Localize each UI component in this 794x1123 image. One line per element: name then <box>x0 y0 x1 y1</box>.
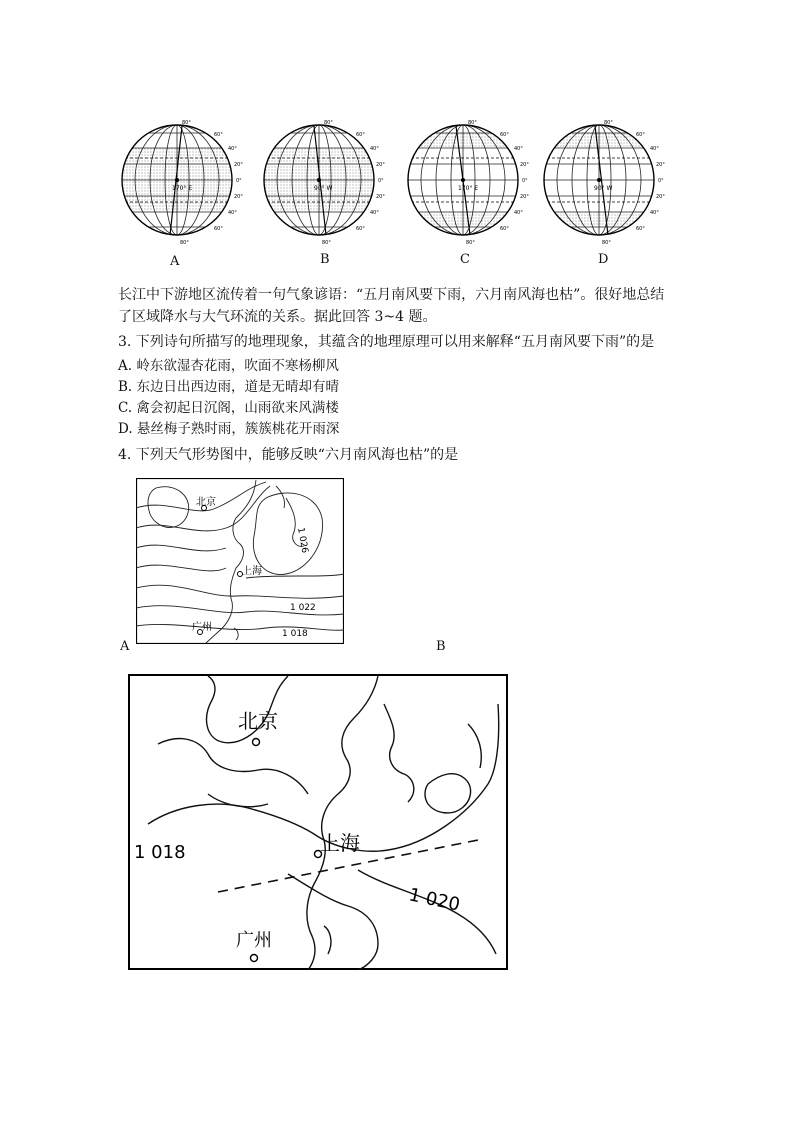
lat-label: 0° <box>236 178 242 184</box>
globe-a <box>120 118 250 248</box>
globe-c <box>406 118 536 248</box>
globe-b <box>262 118 392 248</box>
lat-label: 80° <box>322 240 331 246</box>
map-b-isobar-label: 1 020 <box>406 884 462 916</box>
globe-letter-c: C <box>460 252 470 267</box>
lat-label: 20° <box>234 162 243 168</box>
lat-label: 60° <box>636 226 645 232</box>
weather-map-b <box>128 674 508 970</box>
map-a-isobar-label: 1 022 <box>290 603 316 613</box>
lat-label: 60° <box>356 132 365 138</box>
q3-option-b: B. 东边日出西边雨，道是无晴却有晴 <box>118 379 340 395</box>
globe-center-label: 170° E <box>458 185 479 192</box>
lat-label: 40° <box>650 210 659 216</box>
intro-paragraph <box>118 284 678 328</box>
map-b-letter: B <box>436 639 446 654</box>
map-a-letter: A <box>120 639 130 654</box>
lat-label: 60° <box>214 132 223 138</box>
lat-label: 60° <box>356 226 365 232</box>
globe-d <box>542 118 672 248</box>
globe-row <box>120 118 680 268</box>
map-b-isobar-label: 1 018 <box>134 842 186 863</box>
lat-label: 60° <box>500 226 509 232</box>
map-a-city-shanghai: 上海 <box>242 566 262 577</box>
weather-map-a <box>136 478 344 644</box>
lat-label: 80° <box>468 120 477 126</box>
map-a-city-beijing: 北京 <box>196 497 216 508</box>
q3-option-a: A. 岭东欲湿杏花雨，吹面不寒杨柳风 <box>118 358 339 374</box>
question-3-stem: 3. 下列诗句所描写的地理现象，其蕴含的地理原理可以用来解释“五月南风要下雨”的是 <box>118 334 655 350</box>
lat-label: 40° <box>370 146 379 152</box>
lat-label: 80° <box>180 240 189 246</box>
lat-label: 80° <box>604 120 613 126</box>
lat-label: 20° <box>520 162 529 168</box>
map-b-city-shanghai: 上海 <box>320 831 360 855</box>
intro-line-1: 长江中下游地区流传着一句气象谚语：“五月南风要下雨，六月南风海也枯”。很好地总结 <box>118 287 665 303</box>
lat-label: 20° <box>520 194 529 200</box>
intro-line-2: 了区域降水与大气环流的关系。据此回答 3~4 题。 <box>118 309 437 325</box>
lat-label: 80° <box>182 120 191 126</box>
lat-label: 60° <box>214 226 223 232</box>
lat-label: 20° <box>376 194 385 200</box>
lat-label: 80° <box>602 240 611 246</box>
q3-option-c: C. 禽会初起日沉阁，山雨欲来风满楼 <box>118 400 339 416</box>
lat-label: 40° <box>370 210 379 216</box>
lat-label: 80° <box>324 120 333 126</box>
lat-label: 0° <box>522 178 528 184</box>
lat-label: 40° <box>228 210 237 216</box>
lat-label: 20° <box>234 194 243 200</box>
lat-label: 60° <box>500 132 509 138</box>
q3-option-d: D. 悬丝梅子熟时雨，簇簇桃花开雨深 <box>118 421 340 437</box>
lat-label: 20° <box>656 194 665 200</box>
lat-label: 20° <box>376 162 385 168</box>
globe-letter-b: B <box>320 252 330 267</box>
globe-center-label: 170° E <box>172 185 193 192</box>
question-4-stem: 4. 下列天气形势图中，能够反映“六月南风海也枯”的是 <box>118 447 459 463</box>
lat-label: 80° <box>466 240 475 246</box>
lat-label: 40° <box>650 146 659 152</box>
globe-letter-a: A <box>170 254 180 269</box>
lat-label: 60° <box>636 132 645 138</box>
map-a-isobar-label: 1 018 <box>282 629 308 639</box>
globe-letter-d: D <box>598 252 609 267</box>
lat-label: 40° <box>514 210 523 216</box>
map-b-city-beijing: 北京 <box>238 709 278 733</box>
lat-label: 20° <box>656 162 665 168</box>
map-b-city-guangzhou: 广州 <box>236 930 272 951</box>
globe-center-label: 90° W <box>594 185 613 192</box>
lat-label: 0° <box>658 178 664 184</box>
lat-label: 40° <box>514 146 523 152</box>
map-a-city-guangzhou: 广州 <box>192 622 212 633</box>
lat-label: 0° <box>378 178 384 184</box>
map-a-isobar-label: 1 026 <box>295 526 310 554</box>
globe-center-label: 90° W <box>314 185 333 192</box>
lat-label: 40° <box>228 146 237 152</box>
